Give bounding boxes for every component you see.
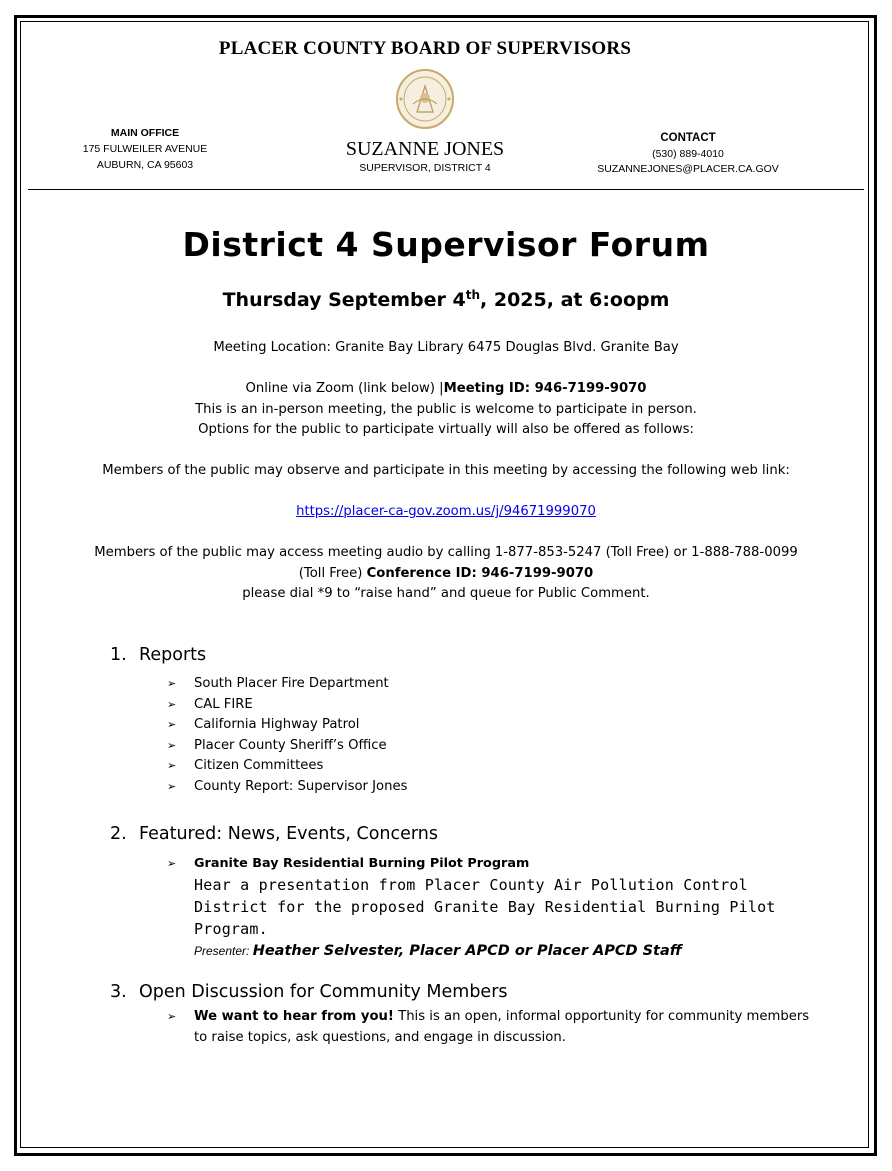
audio-line1: Members of the public may access meeting audio by calling 1-877-853-5247 (Toll Free) or 1-888-788-0099 xyxy=(94,545,798,560)
supervisor-block xyxy=(320,137,530,174)
office-address-line2: AUBURN, CA 95603 xyxy=(96,159,194,171)
featured-item-description-line1: Hear a presentation from Placer County Air Pollution Control xyxy=(194,876,748,894)
featured-item-description-line2: District for the proposed Granite Bay Residential Burning Pilot xyxy=(194,898,776,916)
meeting-location: Meeting Location: Granite Bay Library 6475 Douglas Blvd. Granite Bay xyxy=(213,340,679,355)
arrow-bullet-icon: ➢ xyxy=(167,1010,177,1023)
arrow-bullet-icon: ➢ xyxy=(167,738,177,752)
arrow-bullet-icon: ➢ xyxy=(167,677,177,690)
main-office-block xyxy=(70,125,220,173)
presenter-label: Presenter: xyxy=(194,944,253,958)
list-item xyxy=(167,756,407,777)
open-discussion-lead: We want to hear from you! xyxy=(194,1009,394,1024)
contact-block xyxy=(580,131,796,178)
supervisor-name: SUZANNE JONES xyxy=(345,138,505,160)
zoom-link-row xyxy=(40,502,852,523)
main-office-heading: MAIN OFFICE xyxy=(110,127,180,139)
event-date xyxy=(0,288,892,311)
board-title: PLACER COUNTY BOARD OF SUPERVISORS xyxy=(218,38,632,59)
section-number: 3. xyxy=(110,982,127,1002)
contact-phone: (530) 889-4010 xyxy=(652,147,724,160)
web-link-intro: Members of the public may observe and participate in this meeting by accessing the following web link: xyxy=(102,463,790,478)
section-title: Open Discussion for Community Members xyxy=(139,982,508,1002)
arrow-bullet-icon: ➢ xyxy=(167,779,177,793)
section-number: 2. xyxy=(110,824,127,844)
list-item-label: Citizen Committees xyxy=(194,758,324,774)
presenter-name: Heather Selvester, Placer APCD or Placer APCD Staff xyxy=(252,943,682,959)
reports-list xyxy=(167,674,407,798)
section-number: 1. xyxy=(110,645,127,665)
open-discussion-text1: This is an open, informal opportunity for community members xyxy=(393,1009,810,1024)
meeting-id: Meeting ID: 946-7199-9070 xyxy=(443,381,647,396)
virtual-note: Options for the public to participate virtually will also be offered as follows: xyxy=(198,422,694,437)
list-item-label: California Highway Patrol xyxy=(194,717,360,733)
audio-line3: please dial *9 to “raise hand” and queue for Public Comment. xyxy=(242,586,650,601)
open-discussion-line1 xyxy=(167,1006,832,1027)
list-item xyxy=(167,715,407,736)
toll-free-label: (Toll Free) xyxy=(298,565,367,581)
arrow-bullet-icon: ➢ xyxy=(167,718,177,732)
in-person-note: This is an in-person meeting, the public is welcome to participate in person. xyxy=(195,401,697,417)
agenda-section-reports xyxy=(110,645,206,665)
featured-item xyxy=(167,854,807,962)
date-prefix: Thursday September 4 xyxy=(222,289,466,311)
county-seal-icon xyxy=(395,68,455,130)
list-item-label: South Placer Fire Department xyxy=(194,676,389,691)
online-line xyxy=(40,379,852,400)
audio-info xyxy=(40,543,852,605)
section-title: Reports xyxy=(139,645,207,665)
date-rest: , 2025, at 6:oopm xyxy=(480,289,670,311)
list-item-label: Placer County Sheriff’s Office xyxy=(194,737,387,753)
list-item xyxy=(167,736,407,757)
contact-email: SUZANNEJONES@PLACER.CA.GOV xyxy=(597,163,779,175)
page-title: District 4 Supervisor Forum xyxy=(182,225,710,264)
arrow-bullet-icon: ➢ xyxy=(167,697,177,711)
arrow-bullet-icon: ➢ xyxy=(167,759,177,773)
arrow-bullet-icon: ➢ xyxy=(167,857,177,870)
online-info xyxy=(40,379,852,441)
conference-id: Conference ID: 946-7199-9070 xyxy=(366,565,594,581)
list-item-label: CAL FIRE xyxy=(194,696,253,712)
header-divider xyxy=(28,189,864,190)
featured-item-title-row xyxy=(167,854,807,874)
zoom-link[interactable]: https://placer-ca-gov.zoom.us/j/94671999070 xyxy=(296,504,596,519)
section-title: Featured: News, Events, Concerns xyxy=(139,824,438,844)
office-address-line1: 175 FULWEILER AVENUE xyxy=(82,143,208,155)
list-item xyxy=(167,695,407,716)
date-ordinal: th xyxy=(465,288,481,302)
featured-item-title: Granite Bay Residential Burning Pilot Program xyxy=(194,856,530,871)
audio-line2 xyxy=(40,564,852,585)
list-item xyxy=(167,674,407,695)
agenda-section-featured xyxy=(110,824,438,844)
featured-item-description-line3: Program. xyxy=(194,920,268,938)
presenter-row xyxy=(167,940,807,962)
list-item-label: County Report: Supervisor Jones xyxy=(194,778,408,794)
online-text: Online via Zoom (link below) | xyxy=(245,381,444,396)
list-item xyxy=(167,777,407,798)
open-discussion-item xyxy=(167,1006,832,1048)
agenda-section-open-discussion xyxy=(110,982,508,1002)
open-discussion-line2: to raise topics, ask questions, and engage in discussion. xyxy=(194,1030,566,1045)
contact-heading: CONTACT xyxy=(660,132,716,144)
supervisor-role: SUPERVISOR, DISTRICT 4 xyxy=(359,162,491,174)
